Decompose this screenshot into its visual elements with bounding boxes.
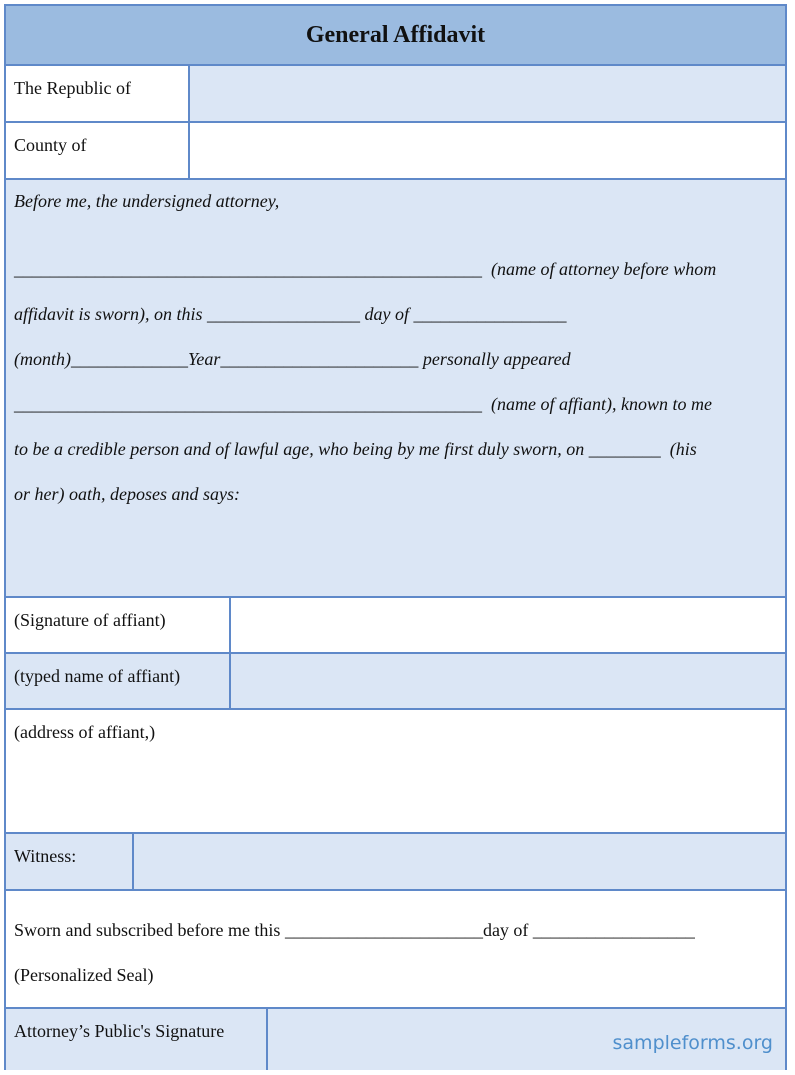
- republic-field[interactable]: [190, 66, 785, 121]
- sworn-line: Sworn and subscribed before me this ______________________day of __________________: [14, 920, 695, 940]
- seal-line: (Personalized Seal): [14, 965, 154, 985]
- typed-name-label: (typed name of affiant): [6, 654, 231, 708]
- body-line: affidavit is sworn), on this _________________ day of _________________: [14, 304, 567, 324]
- signature-label: (Signature of affiant): [6, 598, 231, 652]
- address-row: [6, 710, 785, 834]
- typed-name-field[interactable]: [231, 654, 785, 708]
- body-line: ____________________________________________________ (name of affiant), known to me: [14, 394, 712, 414]
- witness-label: Witness:: [6, 834, 134, 889]
- republic-label: The Republic of: [6, 66, 190, 121]
- sworn-row: [6, 891, 785, 1009]
- witness-row: [6, 834, 785, 891]
- witness-field[interactable]: [134, 834, 785, 889]
- attorney-signature-label: Attorney’s Public's Signature: [6, 1009, 268, 1070]
- county-label: County of: [6, 123, 190, 178]
- address-label[interactable]: (address of affiant,): [14, 722, 156, 742]
- watermark: sampleforms.org: [612, 1032, 773, 1054]
- body-line: or her) oath, deposes and says:: [14, 484, 240, 504]
- body-line: to be a credible person and of lawful age, who being by me first duly sworn, on ________ (his: [14, 439, 697, 459]
- affidavit-form: [4, 4, 787, 1070]
- form-title: General Affidavit: [6, 6, 785, 66]
- republic-row: [6, 66, 785, 123]
- county-field[interactable]: [190, 123, 785, 178]
- body-line: (month)_____________Year______________________ personally appeared: [14, 349, 571, 369]
- county-row: [6, 123, 785, 180]
- typed-name-row: [6, 654, 785, 710]
- affidavit-body: [6, 180, 785, 598]
- signature-row: [6, 598, 785, 654]
- body-line: Before me, the undersigned attorney,: [14, 191, 280, 211]
- body-line: ____________________________________________________ (name of attorney before whom: [14, 259, 717, 279]
- signature-field[interactable]: [231, 598, 785, 652]
